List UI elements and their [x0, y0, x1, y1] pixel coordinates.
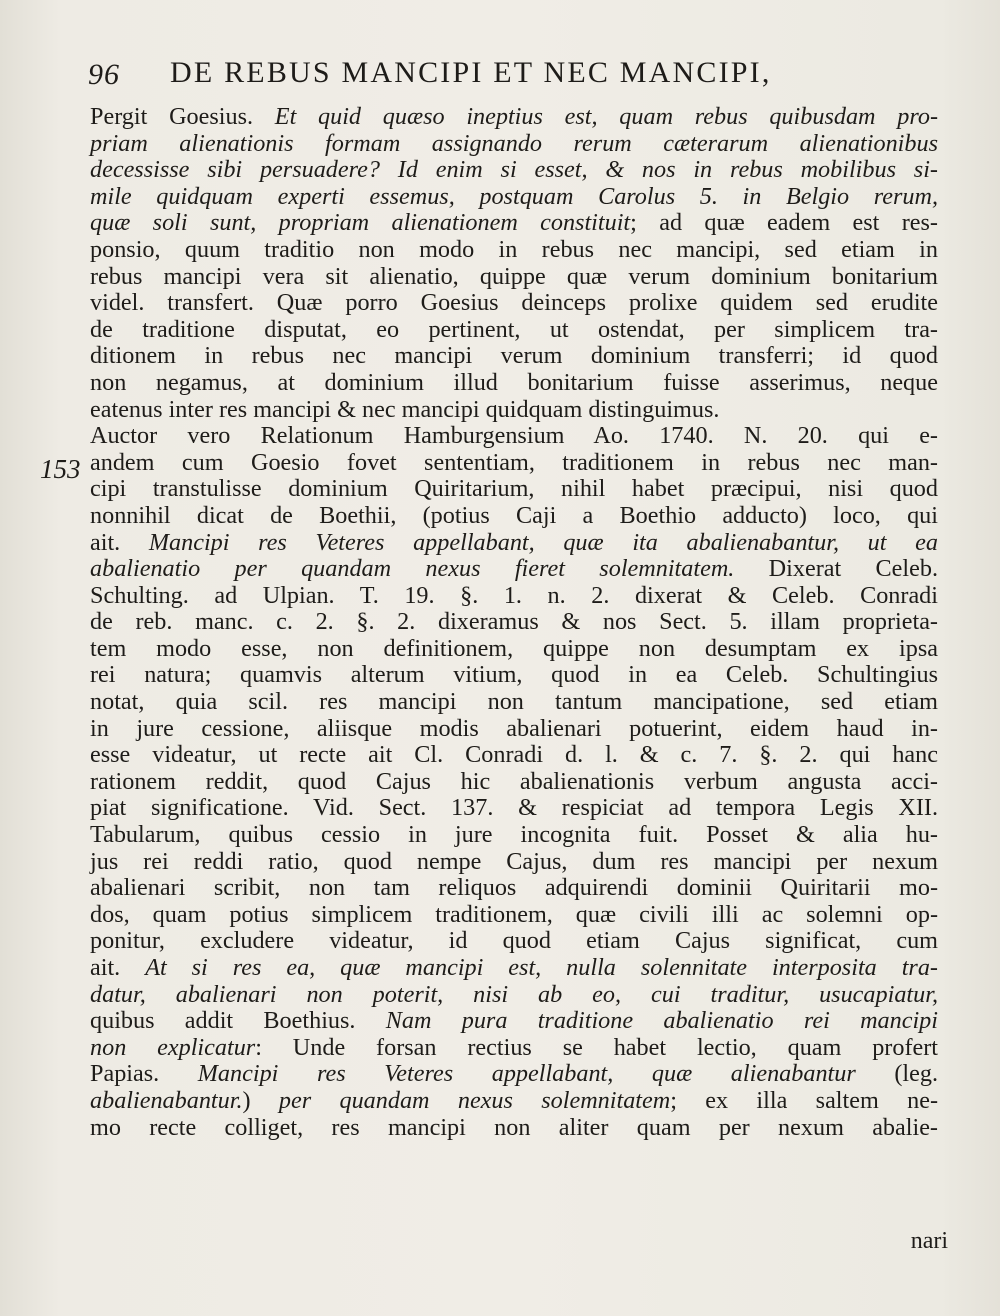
italic-run: priam alienationis formam assignando rerum cæterarum alienationibus [90, 129, 938, 157]
text-line [90, 769, 938, 796]
text-run: esse videatur, ut recte ait Cl. Conradi d. l. & c. 7. §. 2. qui hanc [90, 741, 938, 769]
text-line [90, 131, 938, 158]
text-run: rebus mancipi vera sit alienatio, quippe quæ verum dominium bonitarium [90, 262, 938, 290]
text-line [90, 689, 938, 716]
text-line [90, 1115, 938, 1142]
text-line [90, 742, 938, 769]
text-run: ponsio, quum traditio non modo in rebus nec mancipi, sed etiam in [90, 235, 938, 263]
text-line [90, 264, 938, 291]
text-run: jus rei reddi ratio, quod nempe Cajus, dum res mancipi per nexum [90, 847, 938, 875]
text-line [90, 370, 938, 397]
text-run: ait. [90, 954, 146, 981]
italic-run: Et quid quæso ineptius est, quam rebus quibusdam pro- [274, 103, 938, 130]
text-run: de reb. manc. c. 2. §. 2. dixeramus & nos Sect. 5. illam proprieta- [90, 608, 938, 636]
text-line [90, 662, 938, 689]
italic-run: At si res ea, quæ mancipi est, nulla solennitate interposita tra- [145, 954, 938, 981]
text-line [90, 955, 938, 982]
section-number: 153 [40, 454, 81, 484]
text-line [90, 795, 938, 822]
text-run: ) [242, 1086, 279, 1114]
italic-run: datur, abalienari non poterit, nisi ab eo, cui traditur, usucapiatur, [90, 980, 938, 1008]
text-line [90, 317, 938, 344]
text-run: nonnihil dicat de Boethii, (potius Caji a Boethio adducto) loco, qui [90, 501, 938, 529]
page-header [88, 56, 948, 96]
text-run: Auctor vero Relationum Hamburgensium Ao. 1740. N. 20. qui e- [90, 422, 938, 450]
text-run: piat significatione. Vid. Sect. 137. & respiciat ad tempora Legis XII. [90, 794, 938, 822]
text-line [90, 503, 938, 530]
page-number: 96 [88, 58, 120, 91]
italic-run: non explicatur [90, 1033, 256, 1061]
text-run: cipi transtulisse dominium Quiritarium, nihil habet præcipui, nisi quod [90, 475, 938, 503]
text-line [90, 157, 938, 184]
text-line [90, 875, 938, 902]
italic-run: Nam pura traditione abalienatio rei mancipi [385, 1007, 938, 1035]
italic-run: per quandam nexus solemnitatem [278, 1086, 671, 1114]
text-run: de traditione disputat, eo pertinent, ut ostendat, per simplicem tra- [90, 315, 938, 343]
text-line [90, 822, 938, 849]
italic-run: abalienatio per quandam nexus fieret solemnitatem. [90, 555, 735, 583]
text-line [90, 636, 938, 663]
text-run: in jure cessione, aliisque modis abalienari potuerint, eidem haud in- [90, 714, 938, 742]
text-line [90, 609, 938, 636]
italic-run: quæ soli sunt, propriam alienationem constituit [90, 209, 631, 237]
text-line [90, 1008, 938, 1035]
text-run: videl. transfert. Quæ porro Goesius deinceps prolixe quidem sed erudite [90, 289, 938, 317]
text-run: ponitur, excludere videatur, id quod etiam Cajus significat, cum [90, 927, 938, 955]
text-line [90, 476, 938, 503]
text-line [90, 1088, 938, 1115]
italic-run: Mancipi res Veteres appellabant, quæ alienabantur [197, 1060, 856, 1088]
text-run: rei natura; quamvis alterum vitium, quod in ea Celeb. Schultingius [90, 661, 938, 689]
text-run: notat, quia scil. res mancipi non tantum mancipatione, sed etiam [90, 688, 938, 716]
text-line [90, 982, 938, 1009]
text-run: eatenus inter res mancipi & nec mancipi quidquam distinguimus. [90, 395, 720, 423]
text-run: ditionem in rebus nec mancipi verum dominium transferri; id quod [90, 342, 938, 370]
text-line [90, 1035, 938, 1062]
text-run: Papias. [90, 1060, 198, 1088]
text-line [90, 104, 938, 131]
text-run: : Unde forsan rectius se habet lectio, quam profert [255, 1033, 939, 1061]
text-line [90, 397, 938, 424]
italic-run: abalienabantur. [90, 1086, 243, 1114]
text-line [90, 849, 938, 876]
text-line [90, 928, 938, 955]
text-run: Tabularum, quibus cessio in jure incognita fuit. Posset & alia hu- [90, 821, 938, 849]
text-run: ait. [90, 528, 149, 556]
text-line [90, 450, 938, 477]
text-run: rationem reddit, quod Cajus hic abalienationis verbum angusta acci- [90, 767, 938, 795]
text-run: Schulting. ad Ulpian. T. 19. §. 1. n. 2. dixerat & Celeb. Conradi [90, 581, 938, 609]
text-line [90, 902, 938, 929]
text-line [90, 210, 938, 237]
text-run: ; ex illa saltem ne- [670, 1086, 939, 1114]
text-run: Dixerat Celeb. [734, 555, 938, 583]
text-line [90, 1061, 938, 1088]
italic-run: mile quidquam experti essemus, postquam Carolus 5. in Belgio rerum, [90, 182, 938, 210]
body-text [90, 104, 938, 1141]
text-line [90, 290, 938, 317]
text-run: abalienari scribit, non tam reliquos adquirendi dominii Quiritarii mo- [90, 874, 938, 902]
text-line [90, 556, 938, 583]
text-run: (leg. [855, 1060, 938, 1088]
italic-run: Mancipi res Veteres appellabant, quæ ita abalienabantur, ut ea [148, 528, 938, 556]
text-line [90, 184, 938, 211]
text-run: quibus addit Boethius. [90, 1007, 386, 1035]
text-line [90, 343, 938, 370]
running-title: DE REBUS MANCIPI ET NEC MANCIPI, [170, 56, 772, 89]
text-line [90, 716, 938, 743]
text-run: non negamus, at dominium illud bonitarium fuisse asserimus, neque [90, 368, 938, 396]
text-line [90, 583, 938, 610]
text-line [90, 530, 938, 557]
text-run: dos, quam potius simplicem traditionem, quæ civili illi ac solemni op- [90, 900, 938, 928]
catchword: nari [910, 1228, 948, 1254]
text-run: tem modo esse, non definitionem, quippe non desumptam ex ipsa [90, 634, 938, 662]
italic-run: decessisse sibi persuadere? Id enim si esset, & nos in rebus mobilibus si- [90, 156, 938, 184]
text-run: andem cum Goesio fovet sententiam, traditionem in rebus nec man- [90, 448, 938, 476]
text-run: Pergit Goesius. [90, 103, 275, 130]
text-line [90, 237, 938, 264]
text-run: ; ad quæ eadem est res- [630, 209, 938, 237]
text-run: mo recte colliget, res mancipi non aliter quam per nexum abalie- [90, 1113, 938, 1141]
text-line [90, 423, 938, 450]
